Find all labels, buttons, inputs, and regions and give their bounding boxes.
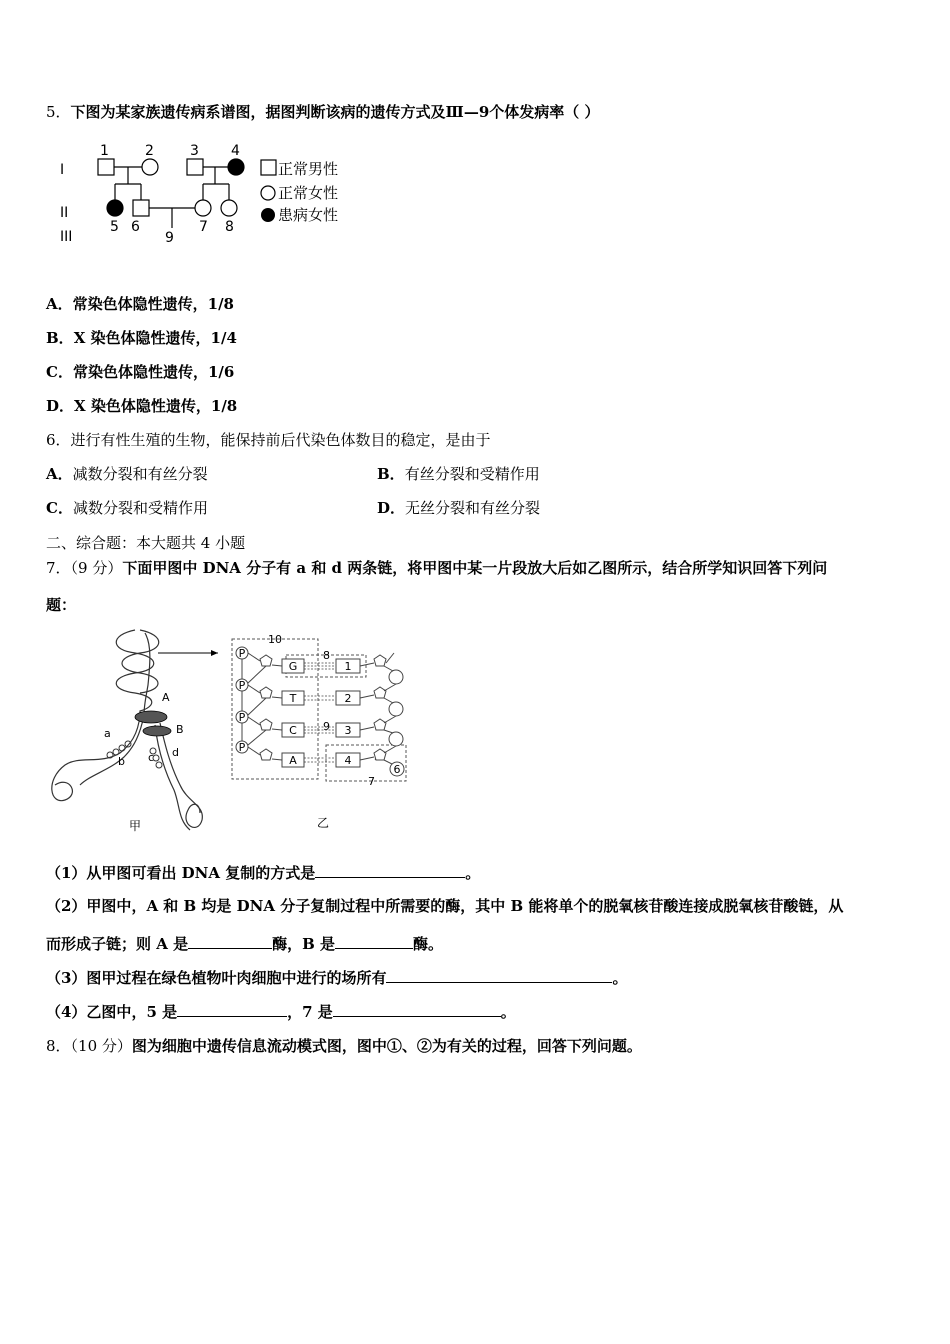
individual-7-female bbox=[195, 200, 211, 216]
caption-yi: 乙 bbox=[316, 816, 330, 830]
q7-sub1: （1）从甲图可看出 DNA 复制的方式是 。 bbox=[46, 864, 481, 882]
legend-affected-female: 患病女性 bbox=[278, 206, 339, 224]
individual-3-male bbox=[187, 159, 203, 175]
q6-option-a: A．减数分裂和有丝分裂 bbox=[46, 465, 208, 483]
base-C: C bbox=[289, 724, 297, 737]
individual-4-affected-female bbox=[228, 159, 244, 175]
q7-sub3: （3）图甲过程在绿色植物叶肉细胞中进行的场所有 。 bbox=[46, 969, 628, 987]
q6-number: 6． bbox=[46, 431, 71, 449]
svg-text:9: 9 bbox=[323, 720, 330, 733]
legend-female-icon bbox=[261, 186, 275, 200]
answer-blank-2[interactable] bbox=[188, 933, 272, 949]
q5-text: 下图为某家族遗传病系谱图，据图判断该病的遗传方式及Ⅲ—9个体发病率（ ） bbox=[70, 103, 600, 121]
q6-stem bbox=[46, 430, 491, 450]
individual-8-female bbox=[221, 200, 237, 216]
ind-label-8: 8 bbox=[225, 219, 234, 235]
enzyme-a bbox=[135, 711, 167, 723]
q7-sub2-cont: 而形成子链；则 A 是 酶，B 是 酶。 bbox=[46, 935, 444, 953]
base-4: 4 bbox=[344, 754, 352, 767]
svg-text:8: 8 bbox=[323, 649, 330, 662]
q7-number: 7． bbox=[46, 559, 71, 577]
figure-yi bbox=[228, 625, 428, 835]
q6-option-b: B．有丝分裂和受精作用 bbox=[377, 465, 540, 483]
label-B: B bbox=[176, 723, 184, 736]
svg-text:P: P bbox=[238, 679, 246, 692]
q5-number: 5． bbox=[46, 103, 71, 121]
q6-option-c: C．减数分裂和受精作用 bbox=[46, 499, 208, 517]
individual-2-female bbox=[142, 159, 158, 175]
section-heading: 二、综合题：本大题共 4 小题 bbox=[46, 534, 246, 552]
q8-number: 8． bbox=[46, 1037, 71, 1055]
q7-sub4: （4）乙图中，5 是 ，7 是 。 bbox=[46, 1003, 516, 1021]
gen-label-2: II bbox=[60, 205, 69, 221]
gen-label-1: I bbox=[60, 162, 65, 178]
base-1: 1 bbox=[344, 660, 352, 673]
ind-label-7: 7 bbox=[199, 219, 208, 235]
ind-label-1: 1 bbox=[100, 143, 109, 159]
svg-text:P: P bbox=[238, 647, 246, 660]
base-T: T bbox=[289, 692, 297, 705]
caption-jia: 甲 bbox=[129, 819, 142, 833]
svg-text:7: 7 bbox=[368, 775, 375, 788]
legend-male-icon bbox=[261, 160, 276, 175]
individual-6-male bbox=[133, 200, 149, 216]
q7-score: （9 分） bbox=[70, 559, 123, 577]
ind-label-9: 9 bbox=[165, 230, 174, 246]
label-c: c bbox=[148, 751, 155, 764]
answer-blank-3[interactable] bbox=[335, 933, 413, 949]
q8-score: （10 分） bbox=[70, 1037, 132, 1055]
q5-option-d: D．X 染色体隐性遗传，1/8 bbox=[46, 397, 238, 415]
ind-label-6: 6 bbox=[131, 219, 140, 235]
label-a: a bbox=[104, 727, 111, 740]
q6-text: 进行有性生殖的生物，能保持前后代染色体数目的稳定，是由于 bbox=[70, 431, 491, 449]
ind-label-5: 5 bbox=[110, 219, 119, 235]
q5-option-c: C．常染色体隐性遗传，1/6 bbox=[46, 363, 235, 381]
enzyme-b bbox=[143, 726, 171, 736]
label-d: d bbox=[172, 746, 179, 759]
base-2: 2 bbox=[344, 692, 352, 705]
svg-text:10: 10 bbox=[268, 633, 282, 646]
label-b: b bbox=[118, 755, 125, 768]
svg-text:P: P bbox=[238, 711, 246, 724]
answer-blank-5[interactable] bbox=[177, 1001, 287, 1017]
base-3: 3 bbox=[344, 724, 352, 737]
legend-affected-female-icon bbox=[261, 208, 275, 222]
base-G: G bbox=[288, 660, 298, 673]
answer-blank-6[interactable] bbox=[333, 1001, 501, 1017]
ind-label-4: 4 bbox=[231, 143, 240, 159]
legend-normal-female: 正常女性 bbox=[278, 184, 339, 202]
pedigree-legend bbox=[261, 160, 338, 224]
pedigree-chart bbox=[40, 138, 360, 248]
answer-blank-4[interactable] bbox=[386, 967, 612, 983]
legend-normal-male: 正常男性 bbox=[278, 160, 339, 178]
base-A: A bbox=[289, 754, 297, 767]
q7-text: 下面甲图中 DNA 分子有 a 和 d 两条链，将甲图中某一片段放大后如乙图所示，结合所学知识回答下列问 bbox=[122, 559, 828, 577]
ind-label-2: 2 bbox=[145, 143, 154, 159]
figure-jia bbox=[40, 625, 220, 835]
q7-stem bbox=[46, 558, 827, 578]
label-A: A bbox=[162, 691, 170, 704]
individual-1-male bbox=[98, 159, 114, 175]
q7-stem-cont: 题： bbox=[46, 596, 77, 614]
q8-stem bbox=[46, 1036, 642, 1056]
answer-blank-1[interactable] bbox=[315, 862, 465, 878]
svg-text:P: P bbox=[238, 741, 246, 754]
q7-sub2: （2）甲图中，A 和 B 均是 DNA 分子复制过程中所需要的酶，其中 B 能将单个的脱氧核苷酸连接成脱氧核苷酸链，从 bbox=[46, 897, 844, 915]
gen-label-3: III bbox=[60, 229, 73, 245]
q5-option-b: B．X 染色体隐性遗传，1/4 bbox=[46, 329, 237, 347]
individual-5-affected-female bbox=[107, 200, 123, 216]
q6-option-d: D．无丝分裂和有丝分裂 bbox=[377, 499, 541, 517]
label-6: 6 bbox=[393, 763, 401, 776]
q5-option-a: A．常染色体隐性遗传，1/8 bbox=[46, 295, 234, 313]
ind-label-3: 3 bbox=[190, 143, 199, 159]
q8-text: 图为细胞中遗传信息流动模式图，图中①、②为有关的过程，回答下列问题。 bbox=[131, 1037, 642, 1055]
q5-stem bbox=[46, 102, 599, 122]
